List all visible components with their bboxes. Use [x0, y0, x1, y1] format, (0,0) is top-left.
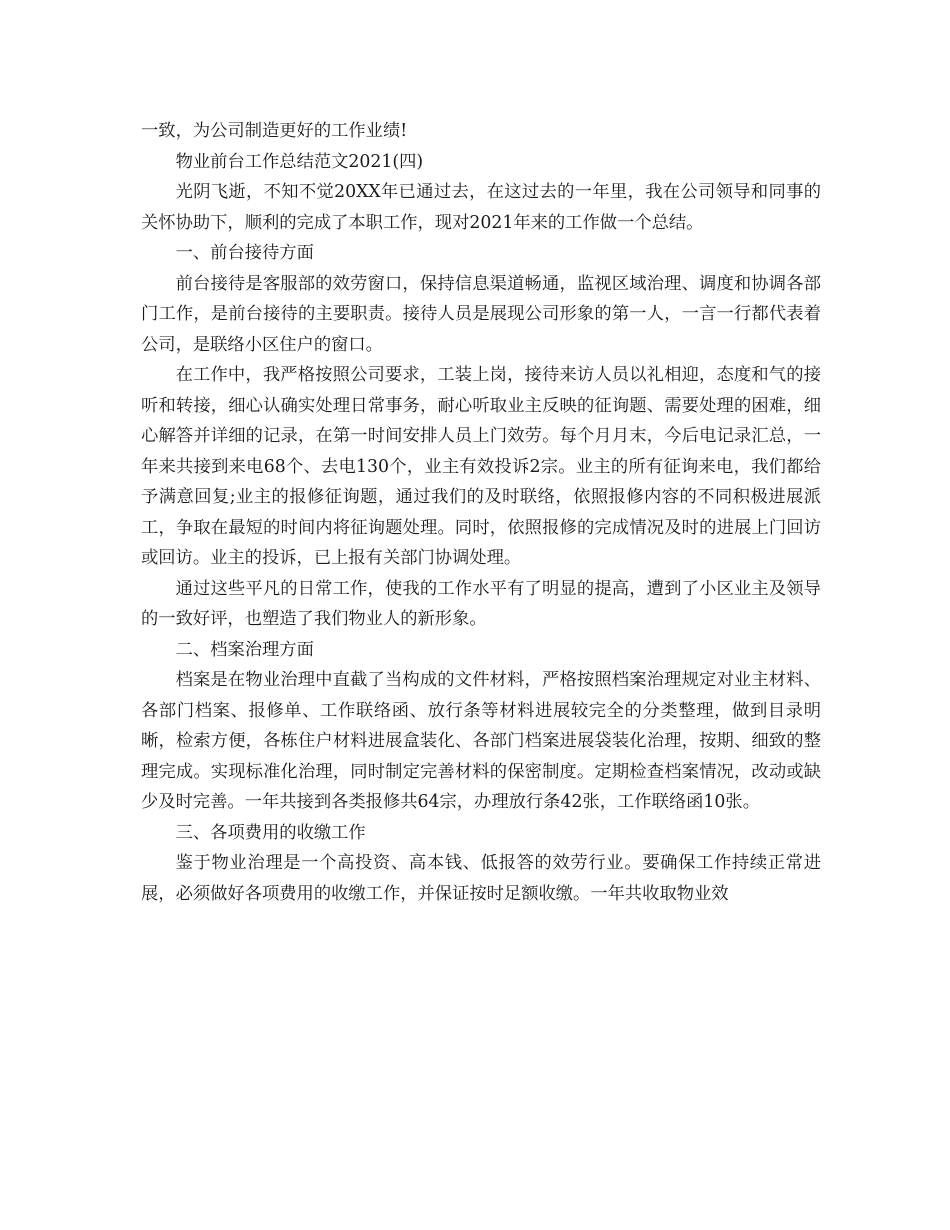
- paragraph: 前台接待是客服部的效劳窗口，保持信息渠道畅通，监视区域治理、调度和协调各部门工作，是前台接待的主要职责。接待人员是展现公司形象的第一人，一言一行都代表着公司，是联络小区住户的窗口。: [141, 273, 821, 355]
- section-title: 物业前台工作总结范文2021(四): [175, 151, 424, 172]
- section-heading: 一、前台接待方面: [175, 243, 314, 263]
- paragraph: 档案是在物业治理中直截了当构成的文件材料，严格按照档案治理规定对业主材料、各部门档案、报修单、工作联络函、放行条等材料进展较完全的分类整理，做到目录明晰，检索方便，各栋住户材料进展盒装化、各部门档案进展袋装化治理，按期、细致的整理完成。实现标准化治理，同时制定完善材料的保密制度。定期检查档案情况，改动或缺少及时完善。一年共接到各类报修共64宗，办理放行条42张，工作联络函10张。: [141, 670, 821, 812]
- paragraph: 鉴于物业治理是一个高投资、高本钱、低报答的效劳行业。要确保工作持续正常进展，必须做好各项费用的收缴工作，并保证按时足额收缴。一年共收取物业效: [141, 853, 821, 904]
- paragraph: 一致，为公司制造更好的工作业绩!: [141, 121, 408, 141]
- paragraph: 通过这些平凡的日常工作，使我的工作水平有了明显的提高，遭到了小区业主及领导的一致好评，也塑造了我们物业人的新形象。: [141, 578, 821, 629]
- paragraph: 光阴飞逝，不知不觉20XX年已通过去，在这过去的一年里，我在公司领导和同事的关怀协助下，顺利的完成了本职工作，现对2021年来的工作做一个总结。: [141, 182, 821, 233]
- section-heading: 三、各项费用的收缴工作: [175, 822, 366, 843]
- document-body: [141, 116, 821, 909]
- section-heading: 二、档案治理方面: [175, 639, 314, 660]
- paragraph: 在工作中，我严格按照公司要求，工装上岗，接待来访人员以礼相迎，态度和气的接听和转接，细心认确实处理日常事务，耐心听取业主反映的征询题、需要处理的困难，细心解答并详细的记录，在第一时间安排人员上门效劳。每个月月末，今后电记录汇总，一年来共接到来电68个、去电130个，业主有效投诉2宗。业主的所有征询来电，我们都给予满意回复;业主的报修征询题，通过我们的及时联络，依照报修内容的不同积极进展派工，争取在最短的时间内将征询题处理。同时，依照报修的完成情况及时的进展上门回访或回访。业主的投诉，已上报有关部门协调处理。: [141, 365, 821, 568]
